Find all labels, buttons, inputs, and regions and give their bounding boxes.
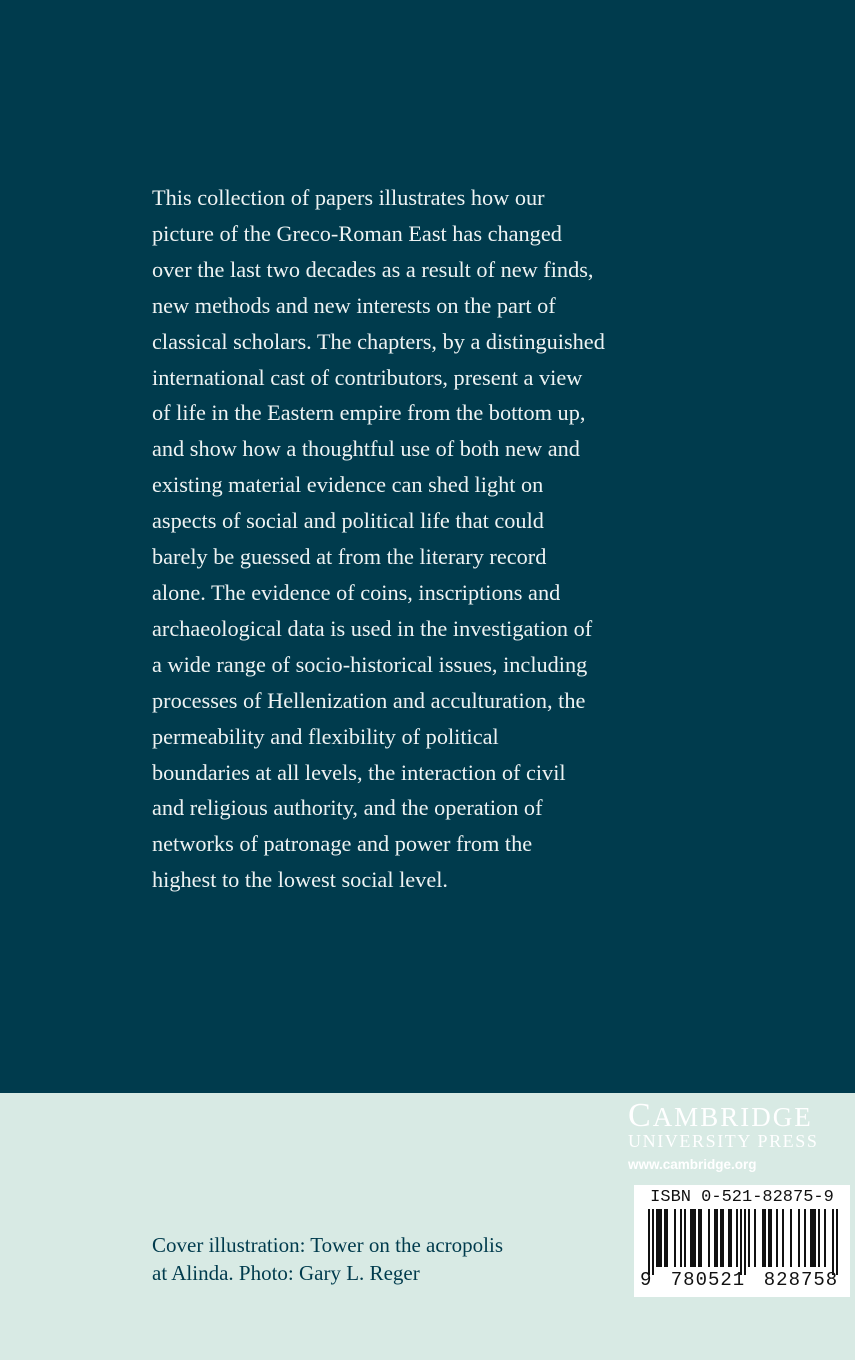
blurb-line: networks of patronage and power from the: [152, 831, 533, 857]
barcode-bar: [716, 1209, 718, 1267]
blurb-line: and show how a thoughtful use of both new and: [152, 436, 580, 462]
barcode-bar: [722, 1209, 724, 1267]
ean-first-digit: 9: [640, 1269, 652, 1291]
publisher-logo: [628, 1099, 855, 1174]
blurb-line: permeability and flexibility of political: [152, 723, 499, 749]
isbn-barcode: [634, 1185, 850, 1297]
barcode-bar: [782, 1209, 784, 1267]
blurb-line: highest to the lowest social level.: [152, 867, 448, 893]
blurb-line: barely be guessed at from the literary record: [152, 544, 547, 570]
barcode-bar: [776, 1209, 778, 1267]
barcode-bar: [812, 1209, 814, 1267]
barcode-bar: [674, 1209, 676, 1267]
barcode-bar: [692, 1209, 694, 1267]
credit-line-1: Cover illustration: Tower on the acropolis: [152, 1233, 503, 1257]
barcode-bar: [764, 1209, 766, 1267]
blurb-line: This collection of papers illustrates how our: [152, 185, 545, 210]
ean-left-digits: 780521: [670, 1269, 746, 1291]
credit-line-2: at Alinda. Photo: Gary L. Reger: [152, 1261, 420, 1285]
barcode-bar: [680, 1209, 682, 1267]
barcode-bar: [824, 1209, 826, 1267]
barcode-bar: [730, 1209, 732, 1267]
barcode-bar: [666, 1209, 668, 1267]
blurb-line: archaeological data is used in the investigation of: [152, 615, 593, 641]
barcode-bar: [700, 1209, 702, 1267]
barcode-bar: [664, 1209, 666, 1267]
publisher-name: CAMBRIDGE: [628, 1097, 813, 1134]
barcode-bar: [798, 1209, 800, 1267]
barcode-bar: [720, 1209, 722, 1267]
publisher-subtitle: UNIVERSITY PRESS: [628, 1131, 819, 1151]
barcode-bar: [660, 1209, 662, 1267]
barcode-bar: [810, 1209, 812, 1267]
barcode-bar: [804, 1209, 806, 1267]
barcode-bar: [762, 1209, 764, 1267]
blurb-line: new methods and new interests on the part of: [152, 292, 556, 318]
barcode-bar: [728, 1209, 730, 1267]
blurb-line: a wide range of socio-historical issues, including: [152, 651, 588, 677]
barcode-bar: [790, 1209, 792, 1267]
blurb-paragraph: [152, 180, 652, 898]
blurb-line: alone. The evidence of coins, inscriptions and: [152, 579, 561, 605]
publisher-url: www.cambridge.org: [628, 1157, 757, 1172]
barcode-bar: [818, 1209, 820, 1267]
barcode-bar: [658, 1209, 660, 1267]
barcode-bar: [656, 1209, 658, 1267]
barcode-guard-bar: [740, 1209, 742, 1275]
blurb-line: of life in the Eastern empire from the bottom up,: [152, 400, 586, 426]
barcode-bar: [698, 1209, 700, 1267]
isbn-label: ISBN 0-521-82875-9: [650, 1188, 834, 1207]
cover-bottom-band: [0, 1093, 855, 1360]
barcode-bar: [708, 1209, 710, 1267]
blurb-line: boundaries at all levels, the interaction of civil: [152, 759, 566, 785]
barcode-guard-bar: [652, 1209, 654, 1275]
blurb-line: over the last two decades as a result of new finds,: [152, 256, 594, 282]
barcode-bar: [748, 1209, 750, 1267]
barcode-bar: [768, 1209, 770, 1267]
barcode-bar: [814, 1209, 816, 1267]
blurb-line: and religious authority, and the operation of: [152, 795, 543, 821]
barcode-guard-bar: [744, 1209, 746, 1275]
barcode-bar: [736, 1209, 738, 1267]
blurb-line: aspects of social and political life that could: [152, 508, 544, 534]
blurb-line: existing material evidence can shed light on: [152, 472, 544, 498]
blurb-line: processes of Hellenization and acculturation, the: [152, 687, 586, 713]
barcode-guard-bar: [836, 1209, 838, 1275]
ean-right-digits: 828758: [763, 1269, 839, 1291]
cover-illustration-credit: [152, 1231, 503, 1287]
barcode-bar: [714, 1209, 716, 1267]
barcode-bar: [694, 1209, 696, 1267]
barcode-bar: [770, 1209, 772, 1267]
barcode-bar: [754, 1209, 756, 1267]
barcode-guard-bar: [832, 1209, 834, 1275]
blurb-line: classical scholars. The chapters, by a distinguished: [152, 328, 605, 354]
barcode-bar: [690, 1209, 692, 1267]
barcode-guard-bar: [648, 1209, 650, 1275]
blurb-line: picture of the Greco-Roman East has changed: [152, 220, 562, 246]
barcode-bar: [684, 1209, 686, 1267]
blurb-line: international cast of contributors, present a view: [152, 364, 583, 390]
